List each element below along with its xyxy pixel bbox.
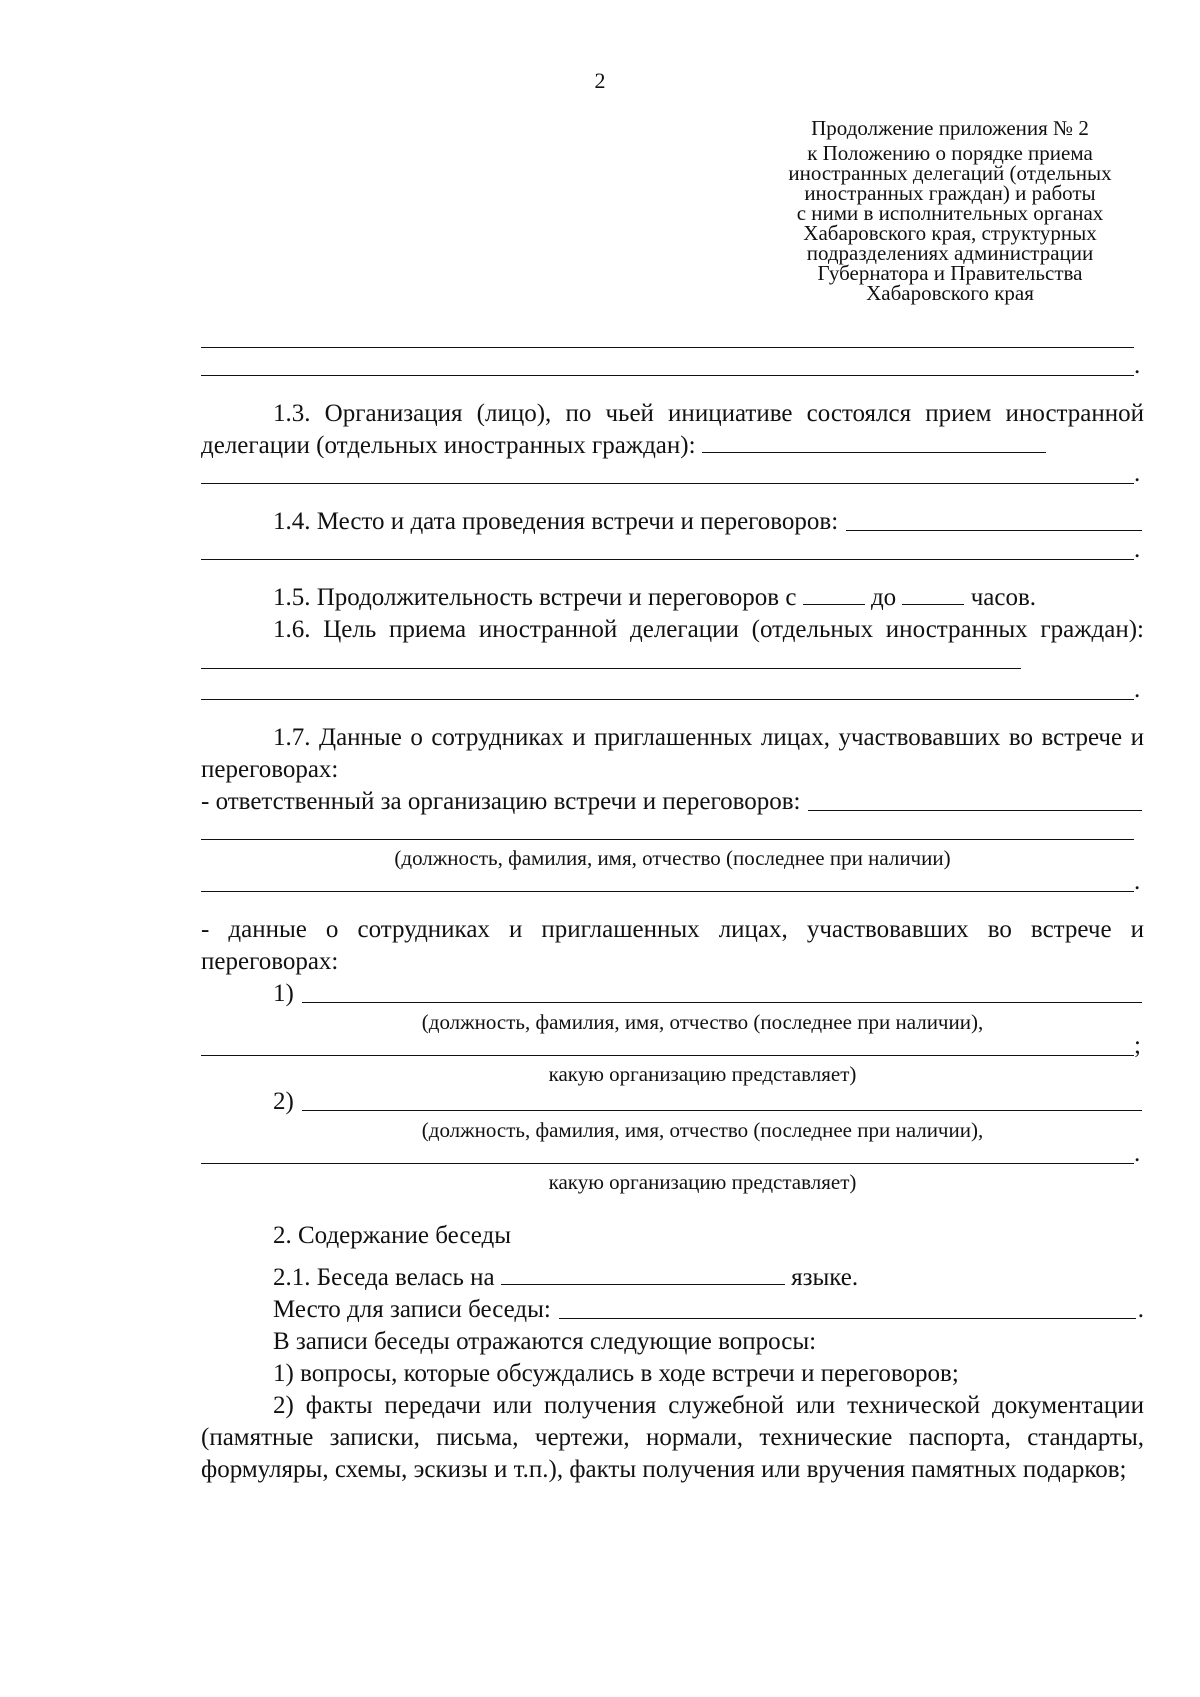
appendix-header: [760, 118, 1140, 303]
participant-caption: какую организацию представляет): [548, 1170, 857, 1194]
item-1-6: [201, 614, 1144, 678]
question-1: 1) вопросы, которые обсуждались в ходе встречи и переговоров;: [273, 1360, 959, 1387]
participant-caption: (должность, фамилия, имя, отчество (последнее при наличии),: [421, 1010, 984, 1034]
blank-field: [702, 430, 1046, 453]
appendix-line: иностранных граждан) и работы: [804, 181, 1096, 205]
item-2-1-prefix: 2.1. Беседа велась на: [273, 1264, 495, 1291]
item-1-6-text: 1.6. Цель приема иностранной делегации (отдельных иностранных граждан):: [273, 616, 1144, 643]
appendix-line: Хабаровского края: [866, 281, 1034, 305]
blank-field: [803, 582, 865, 605]
blank-field: [302, 1002, 1142, 1003]
blank-line: [201, 326, 1144, 354]
blank-field: [501, 1262, 785, 1285]
appendix-line: Хабаровского края, структурных: [803, 221, 1097, 245]
item-1-3: [201, 398, 1144, 462]
record-questions: В записи беседы отражаются следующие вопросы:: [273, 1328, 817, 1355]
participant-caption: (должность, фамилия, имя, отчество (последнее при наличии),: [421, 1118, 984, 1142]
blank-line: .: [201, 462, 1144, 490]
blank-line: .: [201, 678, 1144, 706]
item-1-5: [201, 582, 1144, 614]
participant-1-row: [201, 978, 1144, 1010]
blank-line: .: [201, 870, 1144, 898]
appendix-title: Продолжение приложения № 2: [811, 116, 1089, 140]
participant-number: 1): [273, 980, 294, 1007]
blank-line: .: [201, 538, 1144, 566]
blank-line: [201, 818, 1144, 846]
record-place-row: Место для записи беседы: .: [201, 1294, 1144, 1326]
appendix-line: к Положению о порядке приема: [807, 141, 1093, 165]
blank-field: [559, 1318, 1136, 1319]
item-1-4-text: 1.4. Место и дата проведения встречи и переговоров:: [273, 508, 839, 535]
blank-field: [902, 582, 964, 605]
item-2-1: [201, 1262, 1144, 1294]
item-1-5-middle: до: [870, 584, 897, 611]
blank-line: .: [201, 1142, 1144, 1170]
participant-caption: какую организацию представляет): [548, 1062, 857, 1086]
page-number: 2: [594, 68, 606, 93]
responsible-row: [201, 786, 1144, 818]
blank-field: [201, 646, 1021, 669]
item-1-5-prefix: 1.5. Продолжительность встречи и переговоров с: [273, 584, 797, 611]
appendix-line: Губернатора и Правительства: [817, 261, 1083, 285]
responsible-label: - ответственный за организацию встречи и переговоров:: [201, 788, 801, 815]
participant-number: 2): [273, 1088, 294, 1115]
participants-label: - данные о сотрудниках и приглашенных лицах, участвовавших во встрече и переговорах:: [201, 916, 1144, 975]
item-1-7: 1.7. Данные о сотрудниках и приглашенных лицах, участвовавших во встрече и переговорах:: [201, 724, 1144, 783]
record-place-label: Место для записи беседы:: [273, 1296, 551, 1323]
document-body: [201, 326, 1144, 1486]
item-1-4: [201, 506, 1144, 538]
item-1-3-text: 1.3. Организация (лицо), по чьей инициативе состоялся прием иностранной делегации (отдельных иностранных граждан):: [201, 400, 1144, 459]
question-2: 2) факты передачи или получения служебной или технической документации (памятные записки, письма, чертежи, нормали, технические паспорта, стандарты, формуляры, схемы, эскизы и т.п.), факты получения или вручения памятных подарков;: [201, 1392, 1144, 1483]
appendix-line: подразделениях администрации: [806, 241, 1094, 265]
participant-2-row: [201, 1086, 1144, 1118]
blank-field: [808, 810, 1142, 811]
blank-field: [846, 530, 1142, 531]
blank-line: ;: [201, 1034, 1144, 1062]
appendix-line: иностранных делегаций (отдельных: [788, 161, 1112, 185]
blank-line: .: [201, 354, 1144, 382]
item-1-5-suffix: часов.: [970, 584, 1037, 611]
blank-field: [302, 1110, 1142, 1111]
item-2-1-suffix: языке.: [791, 1264, 859, 1291]
appendix-line: с ними в исполнительных органах: [796, 201, 1104, 225]
caption-position: (должность, фамилия, имя, отчество (последнее при наличии): [394, 846, 951, 870]
section-2-heading: 2. Содержание беседы: [273, 1222, 512, 1249]
